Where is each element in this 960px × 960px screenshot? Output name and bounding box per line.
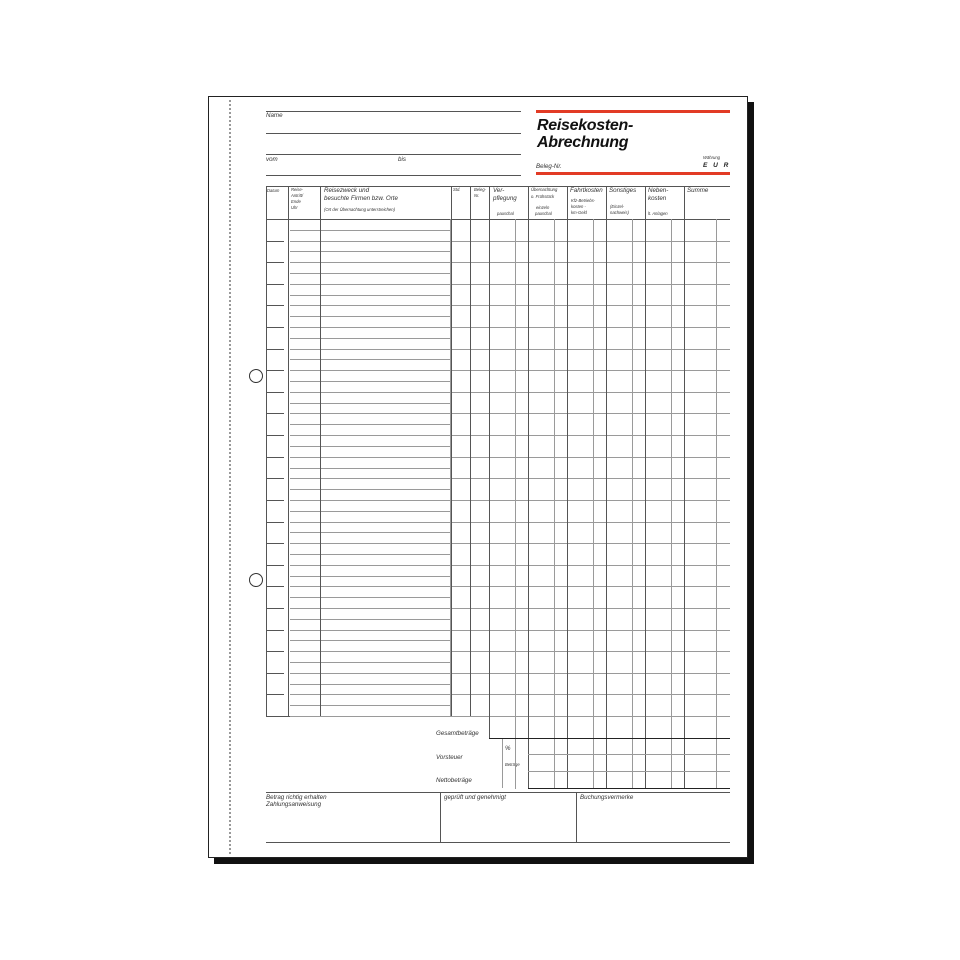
geprueft-label: geprüft und genehmigt — [444, 794, 506, 801]
table-row-rule — [290, 392, 730, 393]
footer-rule — [528, 788, 730, 789]
erhalten-label: Betrag richtig erhalten — [266, 794, 327, 801]
table-row-rule — [266, 262, 284, 263]
col-verpflegung-2: pflegung — [493, 195, 517, 202]
signature-divider — [576, 792, 577, 842]
table-row-rule — [290, 327, 730, 328]
table-half-row-rule — [290, 316, 450, 317]
buchung-label: Buchungsvermerke — [580, 794, 634, 801]
cents-column-rule — [671, 219, 672, 789]
footer-rule — [528, 754, 730, 755]
col-uebernachtung-sub-2: pauschal — [535, 211, 552, 216]
col-nebenkosten-2: kosten — [648, 195, 667, 202]
col-sonstiges: Sonstiges — [609, 187, 637, 194]
table-half-row-rule — [290, 662, 450, 663]
col-beleg-1: Beleg- — [474, 187, 487, 192]
table-row-rule — [290, 716, 730, 717]
vorsteuer-label: Vorsteuer — [436, 754, 463, 761]
table-row-rule — [290, 413, 730, 414]
table-row-rule — [266, 651, 284, 652]
cents-column-rule — [502, 738, 503, 788]
table-row-rule — [266, 435, 284, 436]
col-uebernachtung-2: o. Frühstück — [531, 194, 555, 199]
table-half-row-rule — [290, 338, 450, 339]
col-nebenkosten-sub: lt. Anlagen — [648, 211, 668, 216]
col-nebenkosten-1: Neben- — [648, 187, 669, 194]
total-rule — [489, 738, 730, 739]
table-half-row-rule — [290, 359, 450, 360]
table-header-rule — [266, 219, 730, 220]
table-row-rule — [266, 305, 284, 306]
table-row-rule — [290, 370, 730, 371]
percent-label: % — [505, 745, 511, 752]
col-fahrtkosten: Fahrtkosten — [570, 187, 603, 194]
table-row-rule — [290, 543, 730, 544]
table-column-rule — [528, 186, 529, 788]
currency-caption: Währung — [703, 155, 720, 160]
table-half-row-rule — [290, 576, 450, 577]
table-row-rule — [290, 586, 730, 587]
table-half-row-rule — [290, 273, 450, 274]
table-row-rule — [290, 284, 730, 285]
table-row-rule — [290, 565, 730, 566]
cents-column-rule — [716, 219, 717, 789]
col-reise-4: Uhr — [291, 205, 298, 210]
name-label: Name — [266, 112, 283, 119]
table-row-rule — [290, 349, 730, 350]
table-half-row-rule — [290, 295, 450, 296]
table-half-row-rule — [290, 619, 450, 620]
receipt-number-label: Beleg-Nr. — [536, 163, 562, 170]
table-half-row-rule — [290, 403, 450, 404]
table-row-rule — [266, 457, 284, 458]
table-row-rule — [290, 522, 730, 523]
table-row-rule — [290, 457, 730, 458]
table-row-rule — [266, 392, 284, 393]
title-red-bar-bottom — [536, 172, 730, 175]
table-row-rule — [290, 630, 730, 631]
table-row-rule — [266, 349, 284, 350]
table-half-row-rule — [290, 446, 450, 447]
table-row-rule — [266, 327, 284, 328]
col-verpflegung-1: Ver- — [493, 187, 505, 194]
table-half-row-rule — [290, 705, 450, 706]
signature-bottom-rule — [266, 842, 730, 843]
col-sonstiges-sub-2: nachweis) — [610, 210, 629, 215]
table-row-rule — [266, 543, 284, 544]
currency-value: E U R — [703, 162, 731, 169]
name-top-line — [266, 111, 521, 112]
col-zweck-2: besuchte Firmen bzw. Orte — [324, 195, 398, 202]
cents-column-rule — [450, 219, 451, 716]
zahlung-label: Zahlungsanweisung — [266, 801, 322, 808]
table-row-rule — [266, 565, 284, 566]
table-half-row-rule — [290, 597, 450, 598]
col-zweck-note: (Ort der Übernachtung unterstreichen) — [324, 207, 395, 212]
table-row-rule — [290, 435, 730, 436]
table-row-rule — [290, 241, 730, 242]
col-verpflegung-sub: pauschal — [497, 211, 514, 216]
table-half-row-rule — [290, 251, 450, 252]
table-column-rule — [266, 186, 267, 716]
table-half-row-rule — [290, 468, 450, 469]
table-row-rule — [266, 586, 284, 587]
table-row-rule — [290, 694, 730, 695]
punch-hole-top — [249, 369, 263, 383]
from-label: vom — [266, 156, 278, 163]
table-half-row-rule — [290, 424, 450, 425]
table-half-row-rule — [290, 511, 450, 512]
table-column-rule — [684, 186, 685, 788]
table-column-rule — [645, 186, 646, 788]
title-red-bar-top — [536, 110, 730, 113]
perforation-line — [229, 100, 231, 854]
table-row-rule — [290, 262, 730, 263]
table-column-rule — [288, 186, 289, 716]
col-fahrtkosten-sub-1: Kfz-Betriebs- — [571, 198, 596, 203]
table-row-rule — [266, 630, 284, 631]
col-uebernachtung-1: Übernachtung — [531, 187, 558, 192]
signature-top-rule — [266, 792, 730, 793]
table-column-rule — [320, 186, 321, 716]
table-row-rule — [290, 305, 730, 306]
col-fahrtkosten-sub-2: kosten - — [571, 204, 586, 209]
col-reise-2: Antritt/ — [291, 193, 304, 198]
col-reise-3: Ende — [291, 199, 301, 204]
table-half-row-rule — [290, 381, 450, 382]
netto-label: Nettobeträge — [436, 777, 472, 784]
form-title-line1: Reisekosten- — [537, 117, 633, 134]
table-row-rule — [290, 651, 730, 652]
table-row-rule — [266, 241, 284, 242]
name-line — [266, 133, 521, 134]
table-column-rule — [451, 186, 452, 716]
cents-column-rule — [632, 219, 633, 789]
table-half-row-rule — [290, 684, 450, 685]
table-row-rule — [266, 608, 284, 609]
betraege-label: Beträge — [505, 762, 520, 767]
punch-hole-bottom — [249, 573, 263, 587]
form-title-line2: Abrechnung — [537, 134, 629, 151]
date-line — [266, 175, 521, 176]
table-top-rule — [266, 186, 730, 187]
col-datum: Datum — [267, 188, 280, 193]
table-half-row-rule — [290, 640, 450, 641]
gesamt-label: Gesamtbeträge — [436, 730, 479, 737]
table-half-row-rule — [290, 554, 450, 555]
table-row-rule — [290, 673, 730, 674]
col-fahrtkosten-sub-3: km-Geld — [571, 210, 587, 215]
table-half-row-rule — [290, 230, 450, 231]
table-half-row-rule — [290, 532, 450, 533]
col-std: Std. — [453, 187, 461, 192]
table-column-rule — [489, 186, 490, 739]
table-row-rule — [266, 522, 284, 523]
name-line-2 — [266, 154, 521, 155]
to-label: bis — [398, 156, 406, 163]
table-half-row-rule — [290, 489, 450, 490]
cents-column-rule — [515, 219, 516, 789]
table-column-rule — [470, 186, 471, 716]
table-row-rule — [290, 478, 730, 479]
col-beleg-2: Nr. — [474, 193, 480, 198]
table-row-rule — [266, 284, 284, 285]
table-column-rule — [567, 186, 568, 788]
col-sonstiges-sub-1: (Einzel- — [610, 204, 625, 209]
table-row-rule — [266, 673, 284, 674]
col-uebernachtung-sub-1: einzeln — [536, 205, 550, 210]
footer-rule — [528, 771, 730, 772]
table-row-rule — [290, 500, 730, 501]
table-row-rule — [290, 608, 730, 609]
col-reise-1: Reise- — [291, 187, 304, 192]
table-row-rule — [266, 500, 284, 501]
table-row-rule — [266, 694, 284, 695]
col-summe: Summe — [687, 187, 709, 194]
signature-divider — [440, 792, 441, 842]
table-row-rule — [266, 370, 284, 371]
table-row-rule — [266, 478, 284, 479]
col-zweck-1: Reisezweck und — [324, 187, 370, 194]
cents-column-rule — [554, 219, 555, 789]
cents-column-rule — [593, 219, 594, 789]
table-column-rule — [606, 186, 607, 788]
table-row-rule — [266, 413, 284, 414]
